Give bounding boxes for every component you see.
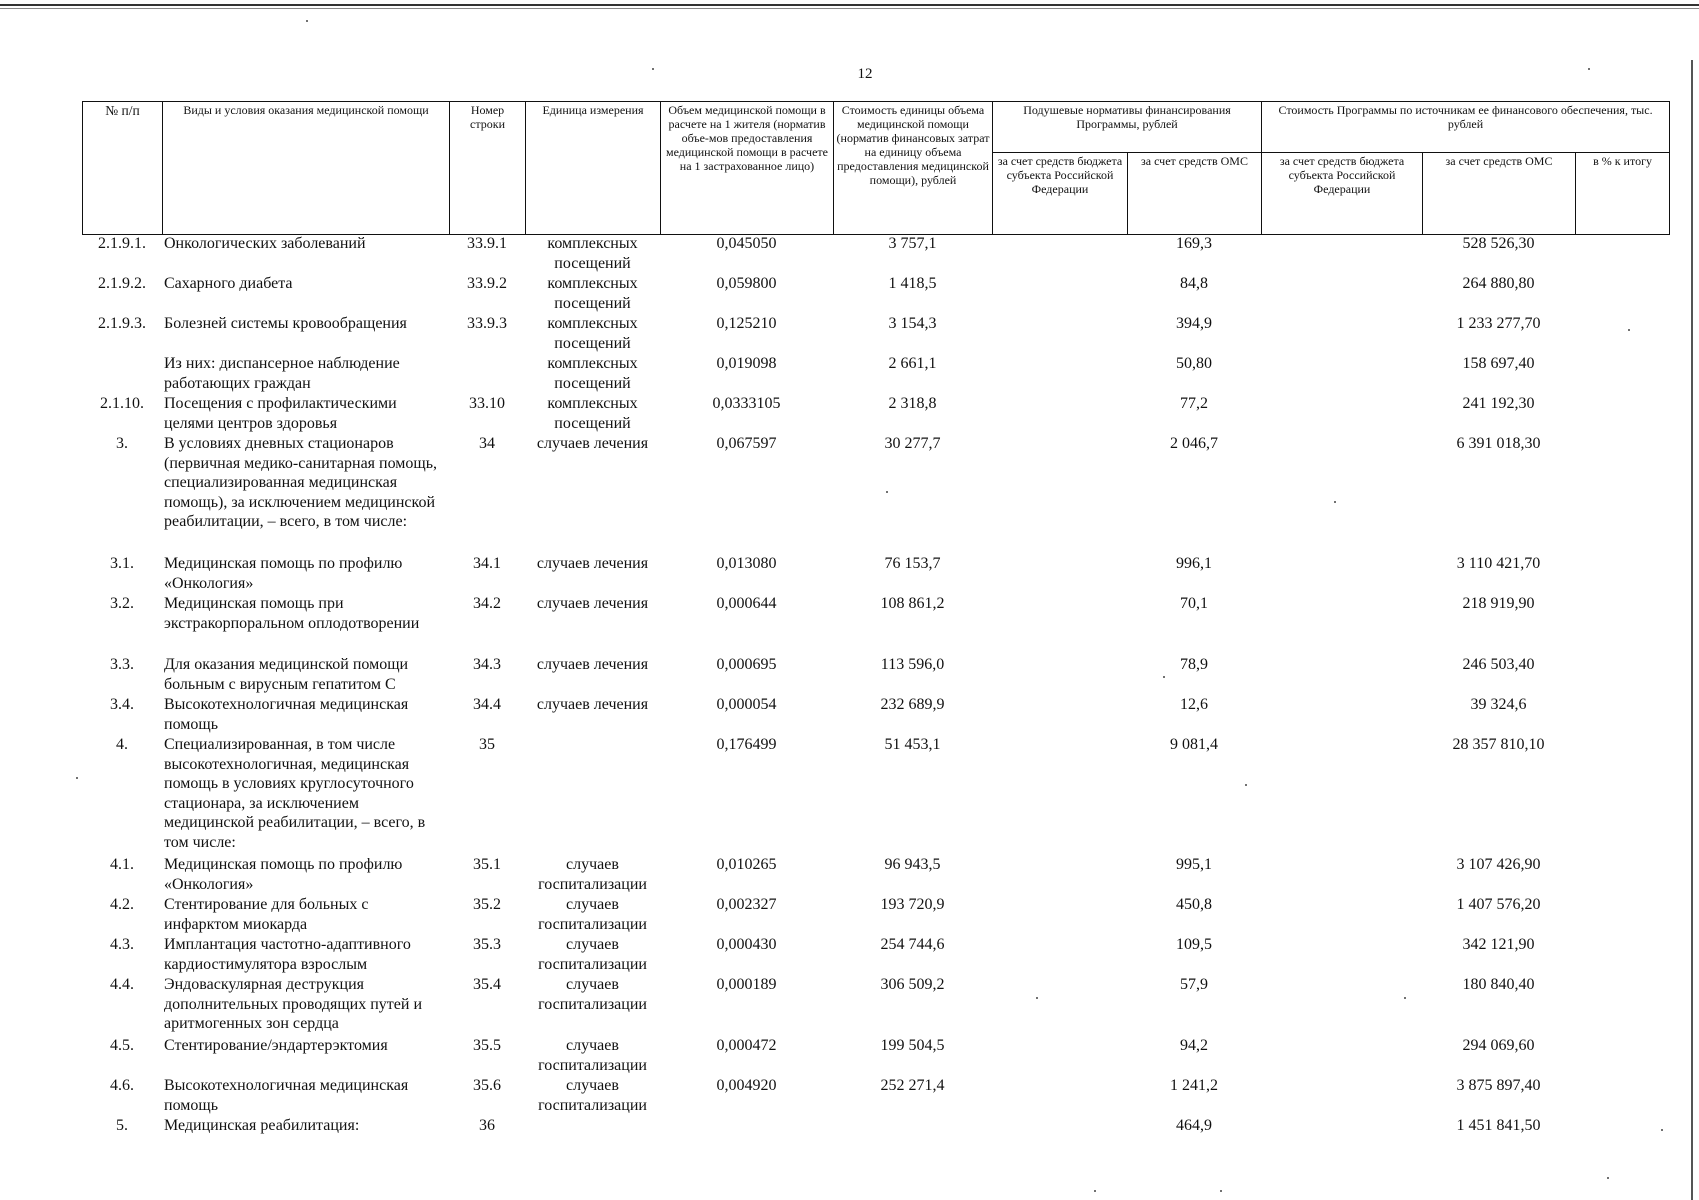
row-unit: случаев госпитализации xyxy=(538,1037,647,1074)
row-budget-cost xyxy=(1261,434,1422,554)
row-unit-cost: 108 861,2 xyxy=(880,595,945,612)
row-oms-norm: 2 046,7 xyxy=(1170,435,1218,452)
row-percent xyxy=(1575,935,1669,975)
table-row xyxy=(82,314,1669,354)
table-row xyxy=(82,594,1669,655)
row-budget-norm xyxy=(992,895,1127,935)
header-col-row: Номер строки xyxy=(450,102,526,235)
header-group-cost: Стоимость Программы по источникам ее финансового обеспечения, тыс. рублей xyxy=(1262,102,1670,153)
row-name: Имплантация частотно-адаптивного кардиостимулятора взрослым xyxy=(164,936,411,973)
row-unit-cost: 232 689,9 xyxy=(880,696,945,713)
row-code: 35.3 xyxy=(473,936,501,953)
table-row xyxy=(82,1116,1669,1146)
row-unit: случаев госпитализации xyxy=(538,1077,647,1114)
row-budget-cost xyxy=(1261,314,1422,354)
row-budget-norm xyxy=(992,274,1127,314)
row-budget-norm xyxy=(992,354,1127,394)
header-sub-budget: за счет средств бюджета субъекта Российской Федерации xyxy=(993,153,1128,235)
row-volume: 0,010265 xyxy=(716,856,777,873)
row-oms-cost: 342 121,90 xyxy=(1462,936,1535,953)
row-oms-cost: 1 407 576,20 xyxy=(1456,896,1541,913)
row-name: Сахарного диабета xyxy=(164,275,293,292)
row-budget-norm xyxy=(992,554,1127,594)
row-unit: случаев госпитализации xyxy=(538,896,647,933)
row-volume: 0,045050 xyxy=(716,235,777,252)
row-name: Онкологических заболеваний xyxy=(164,235,366,252)
row-oms-cost: 218 919,90 xyxy=(1462,595,1535,612)
row-code: 33.10 xyxy=(469,395,505,412)
scan-speck xyxy=(886,491,888,493)
header-sub-oms2: за счет средств ОМС xyxy=(1423,153,1576,235)
row-number xyxy=(82,354,162,394)
table-row xyxy=(82,394,1669,434)
table-body xyxy=(82,234,1669,1146)
row-number: 3.3. xyxy=(110,656,134,673)
scan-speck xyxy=(652,68,654,70)
row-name: Посещения с профилактическими целями центров здоровья xyxy=(164,395,397,432)
row-unit: случаев госпитализации xyxy=(538,856,647,893)
row-unit-cost: 51 453,1 xyxy=(884,736,941,753)
row-percent xyxy=(1575,554,1669,594)
row-percent xyxy=(1575,855,1669,895)
row-volume: 0,004920 xyxy=(716,1077,777,1094)
top-scan-border-thin xyxy=(0,8,1699,9)
row-budget-norm xyxy=(992,394,1127,434)
row-budget-cost xyxy=(1261,234,1422,274)
row-budget-cost xyxy=(1261,394,1422,434)
row-number: 2.1.9.2. xyxy=(98,275,146,292)
row-unit: случаев госпитализации xyxy=(538,976,647,1013)
row-oms-norm: 70,1 xyxy=(1180,595,1208,612)
table-row xyxy=(82,274,1669,314)
row-percent xyxy=(1575,975,1669,1036)
row-volume: 0,0333105 xyxy=(712,395,781,412)
row-code: 35.2 xyxy=(473,896,501,913)
row-name: Медицинская помощь при экстракорпоральном оплодотворении xyxy=(164,595,420,632)
header-col-num: № п/п xyxy=(83,102,163,235)
row-name: Высокотехнологичная медицинская помощь xyxy=(164,1077,409,1114)
row-code: 33.9.2 xyxy=(467,275,507,292)
row-number: 4.5. xyxy=(110,1037,134,1054)
row-budget-cost xyxy=(1261,655,1422,695)
row-percent xyxy=(1575,1036,1669,1076)
row-budget-cost xyxy=(1261,354,1422,394)
row-percent xyxy=(1575,354,1669,394)
row-name: Из них: диспансерное наблюдение работающих граждан xyxy=(164,355,400,392)
row-percent xyxy=(1575,655,1669,695)
header-col-cost: Стоимость единицы объема медицинской помощи (норматив финансовых затрат на единицу объема предоставления медицинской помощи), рублей xyxy=(834,102,993,235)
table-row xyxy=(82,354,1669,394)
row-oms-norm: 57,9 xyxy=(1180,976,1208,993)
row-oms-cost: 3 110 421,70 xyxy=(1456,555,1541,572)
row-budget-cost xyxy=(1261,1116,1422,1146)
row-code: 33.9.1 xyxy=(467,235,507,252)
row-oms-cost: 3 107 426,90 xyxy=(1456,856,1541,873)
row-budget-cost xyxy=(1261,935,1422,975)
row-name: Медицинская реабилитация: xyxy=(164,1117,360,1134)
row-budget-norm xyxy=(992,314,1127,354)
row-number: 3.1. xyxy=(110,555,134,572)
row-oms-norm: 464,9 xyxy=(1176,1117,1212,1134)
top-scan-border xyxy=(0,4,1699,6)
row-name: В условиях дневных стационаров (первичная медико-санитарная помощь, специализированная медицинская помощь), за исключением медицинской реабилитации, – всего, в том числе: xyxy=(164,435,438,530)
scan-speck xyxy=(76,777,78,779)
row-volume: 0,059800 xyxy=(716,275,777,292)
row-unit-cost: 30 277,7 xyxy=(884,435,941,452)
table-row xyxy=(82,855,1669,895)
row-oms-cost: 158 697,40 xyxy=(1462,355,1535,372)
table-row xyxy=(82,695,1669,735)
scan-speck xyxy=(1588,68,1590,70)
row-budget-norm xyxy=(992,855,1127,895)
header-col-type: Виды и условия оказания медицинской помощи xyxy=(163,102,450,235)
row-oms-cost: 264 880,80 xyxy=(1462,275,1535,292)
row-volume: 0,176499 xyxy=(716,736,777,753)
row-oms-cost: 180 840,40 xyxy=(1462,976,1535,993)
row-number: 5. xyxy=(116,1117,128,1134)
row-unit: случаев лечения xyxy=(536,435,649,452)
scan-speck xyxy=(1245,784,1247,786)
row-budget-norm xyxy=(992,1076,1127,1116)
row-code: 35.5 xyxy=(473,1037,501,1054)
row-budget-norm xyxy=(992,434,1127,554)
row-unit xyxy=(525,1116,660,1146)
row-oms-cost: 28 357 810,10 xyxy=(1452,736,1545,753)
row-unit-cost: 1 418,5 xyxy=(888,275,937,292)
row-unit-cost: 113 596,0 xyxy=(880,656,945,673)
right-scan-border xyxy=(1691,60,1693,1200)
row-unit: случаев лечения xyxy=(536,656,649,673)
row-oms-norm: 78,9 xyxy=(1180,656,1208,673)
row-budget-norm xyxy=(992,655,1127,695)
row-oms-norm: 450,8 xyxy=(1176,896,1212,913)
row-oms-norm: 1 241,2 xyxy=(1170,1077,1218,1094)
header-sub-oms: за счет средств ОМС xyxy=(1128,153,1262,235)
row-oms-cost: 6 391 018,30 xyxy=(1456,435,1541,452)
row-volume: 0,000430 xyxy=(716,936,777,953)
row-code xyxy=(449,354,525,394)
table-row xyxy=(82,735,1669,855)
row-volume: 0,067597 xyxy=(716,435,777,452)
row-name: Стентирование для больных с инфарктом миокарда xyxy=(164,896,369,933)
row-unit-cost: 252 271,4 xyxy=(880,1077,945,1094)
row-code: 35.6 xyxy=(473,1077,501,1094)
row-name: Для оказания медицинской помощи больным с вирусным гепатитом С xyxy=(164,656,409,693)
row-code: 34.3 xyxy=(473,656,501,673)
row-budget-norm xyxy=(992,234,1127,274)
row-unit: случаев госпитализации xyxy=(538,936,647,973)
row-code: 35 xyxy=(479,736,495,753)
row-unit: комплексных посещений xyxy=(547,315,638,352)
row-budget-cost xyxy=(1261,554,1422,594)
row-number: 4.1. xyxy=(110,856,134,873)
row-oms-norm: 109,5 xyxy=(1176,936,1212,953)
row-number: 3.4. xyxy=(110,696,134,713)
row-unit-cost: 306 509,2 xyxy=(880,976,945,993)
row-percent xyxy=(1575,735,1669,855)
row-percent xyxy=(1575,1116,1669,1146)
row-number: 2.1.9.3. xyxy=(98,315,146,332)
row-unit-cost: 193 720,9 xyxy=(880,896,945,913)
row-number: 4.4. xyxy=(110,976,134,993)
row-percent xyxy=(1575,895,1669,935)
row-oms-norm: 995,1 xyxy=(1176,856,1212,873)
row-oms-cost: 39 324,6 xyxy=(1470,696,1527,713)
row-volume: 0,000695 xyxy=(716,656,777,673)
row-name: Высокотехнологичная медицинская помощь xyxy=(164,696,409,733)
scan-speck xyxy=(1094,1190,1096,1192)
scan-speck xyxy=(1628,329,1630,331)
row-unit-cost: 3 154,3 xyxy=(888,315,937,332)
row-oms-norm: 169,3 xyxy=(1176,235,1212,252)
header-sub-pct: в % к итогу xyxy=(1576,153,1670,235)
table-row xyxy=(82,655,1669,695)
row-unit xyxy=(525,735,660,855)
row-budget-cost xyxy=(1261,855,1422,895)
scan-speck xyxy=(1661,1129,1663,1131)
row-number: 4.3. xyxy=(110,936,134,953)
table-row xyxy=(82,895,1669,935)
row-code: 34.4 xyxy=(473,696,501,713)
row-oms-norm: 94,2 xyxy=(1180,1037,1208,1054)
page-number: 12 xyxy=(857,66,873,82)
row-budget-cost xyxy=(1261,1076,1422,1116)
row-name: Специализированная, в том числе высокотехнологичная, медицинская помощь в условиях круглосуточного стационара, за исключением медицинской реабилитации, – всего, в том числе: xyxy=(164,736,426,851)
row-unit-cost: 199 504,5 xyxy=(880,1037,945,1054)
table-row xyxy=(82,1036,1669,1076)
row-oms-cost: 294 069,60 xyxy=(1462,1037,1535,1054)
row-percent xyxy=(1575,1076,1669,1116)
row-budget-cost xyxy=(1261,895,1422,935)
row-volume: 0,000054 xyxy=(716,696,777,713)
header-sub-budget2: за счет средств бюджета субъекта Российской Федерации xyxy=(1262,153,1423,235)
row-volume: 0,000189 xyxy=(716,976,777,993)
row-volume: 0,019098 xyxy=(716,355,777,372)
table-row xyxy=(82,975,1669,1036)
row-name: Медицинская помощь по профилю «Онкология» xyxy=(164,555,403,592)
row-unit-cost: 2 661,1 xyxy=(888,355,937,372)
row-unit-cost: 254 744,6 xyxy=(880,936,945,953)
row-name: Стентирование/эндартерэктомия xyxy=(164,1037,388,1054)
row-budget-norm xyxy=(992,935,1127,975)
row-percent xyxy=(1575,394,1669,434)
row-name: Эндоваскулярная деструкция дополнительных проводящих путей и аритмогенных зон сердца xyxy=(164,976,422,1032)
row-name: Медицинская помощь по профилю «Онкология» xyxy=(164,856,403,893)
row-oms-cost: 528 526,30 xyxy=(1462,235,1535,252)
row-oms-cost: 241 192,30 xyxy=(1462,395,1535,412)
row-budget-cost xyxy=(1261,975,1422,1036)
row-code: 35.1 xyxy=(473,856,501,873)
row-code: 34.1 xyxy=(473,555,501,572)
table-row xyxy=(82,554,1669,594)
scan-speck xyxy=(1334,501,1336,503)
row-volume: 0,000472 xyxy=(716,1037,777,1054)
row-name: Болезней системы кровообращения xyxy=(164,315,407,332)
row-budget-cost xyxy=(1261,1036,1422,1076)
table-row xyxy=(82,434,1669,554)
row-unit-cost: 2 318,8 xyxy=(888,395,937,412)
row-unit: комплексных посещений xyxy=(547,275,638,312)
header-group-norms: Подушевые нормативы финансирования Программы, рублей xyxy=(993,102,1262,153)
row-oms-cost: 3 875 897,40 xyxy=(1456,1077,1541,1094)
row-unit: случаев лечения xyxy=(536,595,649,612)
row-code: 34.2 xyxy=(473,595,501,612)
row-unit-cost: 96 943,5 xyxy=(884,856,941,873)
row-oms-norm: 12,6 xyxy=(1180,696,1208,713)
row-unit: комплексных посещений xyxy=(547,395,638,432)
row-unit: случаев лечения xyxy=(536,555,649,572)
row-volume: 0,000644 xyxy=(716,595,777,612)
table-row xyxy=(82,935,1669,975)
table-row xyxy=(82,234,1669,274)
row-budget-cost xyxy=(1261,594,1422,655)
scan-speck xyxy=(1036,997,1038,999)
row-volume: 0,002327 xyxy=(716,896,777,913)
scan-speck xyxy=(1607,1177,1609,1179)
row-unit-cost xyxy=(833,1116,992,1146)
row-percent xyxy=(1575,434,1669,554)
row-code: 33.9.3 xyxy=(467,315,507,332)
row-budget-norm xyxy=(992,594,1127,655)
row-percent xyxy=(1575,234,1669,274)
scan-speck xyxy=(306,20,308,22)
scan-speck xyxy=(1220,1190,1222,1192)
row-percent xyxy=(1575,594,1669,655)
row-number: 4. xyxy=(116,736,128,753)
row-budget-norm xyxy=(992,695,1127,735)
scan-speck xyxy=(1163,676,1165,678)
row-volume: 0,013080 xyxy=(716,555,777,572)
row-budget-norm xyxy=(992,735,1127,855)
row-unit-cost: 76 153,7 xyxy=(884,555,941,572)
row-oms-norm: 50,80 xyxy=(1176,355,1212,372)
row-oms-norm: 394,9 xyxy=(1176,315,1212,332)
row-code: 36 xyxy=(479,1117,495,1134)
row-oms-norm: 996,1 xyxy=(1176,555,1212,572)
header-col-volume: Объем медицинской помощи в расчете на 1 жителя (норматив объе-мов предоставления медицинской помощи в расчете на 1 застрахованное лицо) xyxy=(661,102,834,235)
row-percent xyxy=(1575,695,1669,735)
row-oms-norm: 9 081,4 xyxy=(1170,736,1218,753)
row-unit: случаев лечения xyxy=(536,696,649,713)
table-row xyxy=(82,1076,1669,1116)
row-budget-norm xyxy=(992,1116,1127,1146)
row-number: 2.1.10. xyxy=(100,395,144,412)
row-percent xyxy=(1575,274,1669,314)
row-oms-cost: 1 451 841,50 xyxy=(1456,1117,1541,1134)
row-number: 2.1.9.1. xyxy=(98,235,146,252)
row-unit: комплексных посещений xyxy=(547,235,638,272)
row-oms-norm: 84,8 xyxy=(1180,275,1208,292)
table-header xyxy=(82,101,1670,235)
row-budget-cost xyxy=(1261,735,1422,855)
row-number: 3. xyxy=(116,435,128,452)
row-budget-cost xyxy=(1261,695,1422,735)
row-budget-norm xyxy=(992,975,1127,1036)
row-number: 3.2. xyxy=(110,595,134,612)
row-unit-cost: 3 757,1 xyxy=(888,235,937,252)
row-volume: 0,125210 xyxy=(716,315,777,332)
scan-speck xyxy=(1404,997,1406,999)
row-budget-cost xyxy=(1261,274,1422,314)
row-number: 4.6. xyxy=(110,1077,134,1094)
row-volume xyxy=(660,1116,833,1146)
row-oms-norm: 77,2 xyxy=(1180,395,1208,412)
row-budget-norm xyxy=(992,1036,1127,1076)
row-oms-cost: 1 233 277,70 xyxy=(1456,315,1541,332)
row-unit: комплексных посещений xyxy=(547,355,638,392)
header-col-unit: Единица измерения xyxy=(526,102,661,235)
row-percent xyxy=(1575,314,1669,354)
row-number: 4.2. xyxy=(110,896,134,913)
row-code: 34 xyxy=(479,435,495,452)
row-oms-cost: 246 503,40 xyxy=(1462,656,1535,673)
row-code: 35.4 xyxy=(473,976,501,993)
